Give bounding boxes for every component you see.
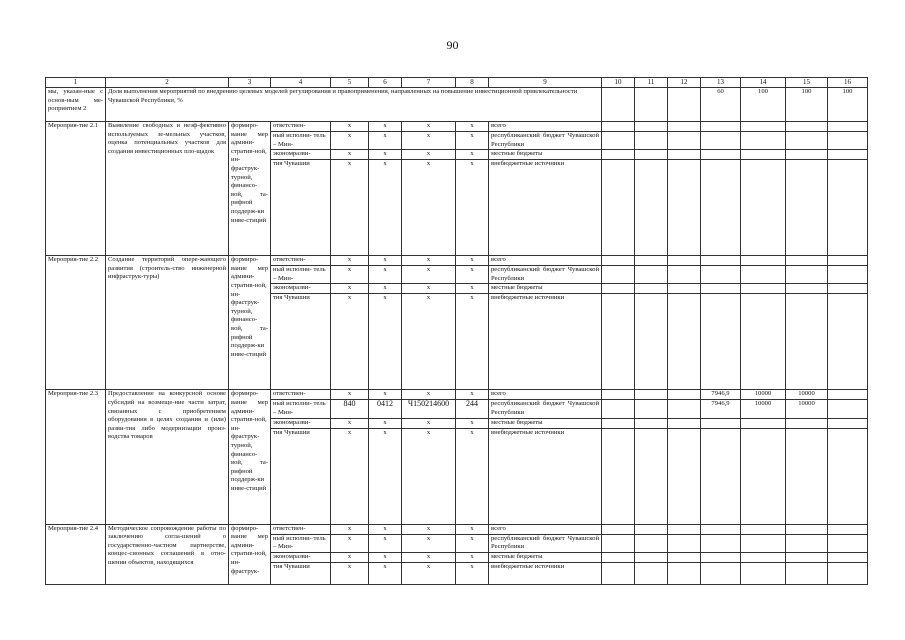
empty-cell: [602, 122, 635, 132]
implementer-line: ный исполни- тель – Мин-: [271, 132, 331, 150]
funding-source: внебюджетные источники: [489, 160, 602, 256]
empty-cell: [668, 418, 701, 428]
empty-cell: [828, 122, 868, 132]
funding-value: [741, 150, 786, 160]
funding-value: [701, 122, 741, 132]
implementer-line: экономразви-: [271, 418, 331, 428]
budget-code: x: [402, 418, 456, 428]
budget-code: x: [402, 122, 456, 132]
column-number: 6: [369, 78, 402, 88]
indicator-description: Доля выполнения мероприятий по внедрению целевых моделей регулирования и правоприменения, направленных на повышение инвестиционной привлекательности Чувашской Республики, %: [106, 88, 602, 122]
budget-code: x: [369, 160, 402, 256]
funding-value: [701, 552, 741, 562]
activity-id: Мероприя-тие 2.2: [46, 256, 106, 390]
funding-value: [741, 428, 786, 524]
funding-source: республиканский бюджет Чувашской Республики: [489, 132, 602, 150]
funding-value: [701, 562, 741, 584]
implementer-line: ответствен-: [271, 524, 331, 534]
funding-value: 10000: [741, 400, 786, 418]
funding-source: республиканский бюджет Чувашской Республики: [489, 266, 602, 284]
empty-cell: [828, 418, 868, 428]
budget-code: x: [331, 122, 369, 132]
funding-value: [741, 562, 786, 584]
funding-value: 7946,9: [701, 390, 741, 400]
empty-cell: [602, 294, 635, 390]
funding-value: [786, 122, 828, 132]
column-number: 9: [489, 78, 602, 88]
empty-cell: [828, 284, 868, 294]
budget-code: x: [402, 534, 456, 552]
empty-cell: [602, 160, 635, 256]
empty-cell: [635, 122, 668, 132]
indicator-value: 60: [701, 88, 741, 122]
funding-value: [741, 132, 786, 150]
empty-cell: [635, 562, 668, 584]
budget-code: x: [369, 284, 402, 294]
funding-value: [701, 294, 741, 390]
budget-code: x: [456, 524, 489, 534]
funding-value: [786, 294, 828, 390]
activity-row: [46, 390, 868, 400]
budget-code: x: [369, 256, 402, 266]
budget-code: x: [331, 132, 369, 150]
column-number: 11: [635, 78, 668, 88]
empty-cell: [668, 534, 701, 552]
budget-code: x: [369, 534, 402, 552]
activity-id: Мероприя-тие 2.1: [46, 122, 106, 256]
budget-code: x: [369, 132, 402, 150]
empty-cell: [602, 524, 635, 534]
indicator-value: 100: [786, 88, 828, 122]
budget-code: x: [402, 132, 456, 150]
empty-cell: [668, 562, 701, 584]
budget-code: x: [331, 534, 369, 552]
funding-value: [701, 524, 741, 534]
empty-cell: [668, 284, 701, 294]
funding-value: [786, 132, 828, 150]
funding-source: всего: [489, 256, 602, 266]
indicator-value: 100: [741, 88, 786, 122]
activity-id: Мероприя-тие 2.4: [46, 524, 106, 584]
empty-cell: [668, 400, 701, 418]
empty-cell: [635, 294, 668, 390]
empty-cell: [668, 266, 701, 284]
empty-cell: [602, 256, 635, 266]
activity-title: Выявление свободных и неэф-фективно используемых зе-мельных участков, оценка потенциальных участков для создания инвестиционных пло-щадок: [106, 122, 229, 256]
budget-code: x: [331, 150, 369, 160]
empty-cell: [828, 552, 868, 562]
funding-value: [701, 428, 741, 524]
empty-cell: [828, 534, 868, 552]
empty-cell: [828, 160, 868, 256]
column-number: 1: [46, 78, 106, 88]
column-number: 2: [106, 78, 229, 88]
column-number: 10: [602, 78, 635, 88]
budget-code: x: [456, 132, 489, 150]
budget-code: x: [369, 122, 402, 132]
implementer-line: тия Чувашии: [271, 294, 331, 390]
column-number: 15: [786, 78, 828, 88]
empty-cell: [668, 150, 701, 160]
implementer-line: ответствен-: [271, 390, 331, 400]
funding-value: [741, 256, 786, 266]
budget-code: x: [331, 266, 369, 284]
header-row: [46, 78, 868, 88]
budget-code: x: [331, 552, 369, 562]
activity-id: Мероприя-тие 2.3: [46, 390, 106, 524]
empty-cell: [668, 294, 701, 390]
column-number: 5: [331, 78, 369, 88]
budget-code: x: [331, 256, 369, 266]
empty-cell: [635, 256, 668, 266]
funding-value: [701, 534, 741, 552]
funding-source: всего: [489, 390, 602, 400]
budget-code: x: [402, 428, 456, 524]
funding-value: [786, 256, 828, 266]
activity-title: Методическое сопровождение работы по заключению согла-шений о государственно-частном партнерстве, концес-сионных соглашений в отно-шении объектов, находящихся: [106, 524, 229, 584]
budget-code: x: [402, 562, 456, 584]
funding-value: [741, 524, 786, 534]
empty-cell: [602, 534, 635, 552]
implementer-line: экономразви-: [271, 552, 331, 562]
column-number: 8: [456, 78, 489, 88]
implementer-line: ный исполни- тель – Мин-: [271, 266, 331, 284]
funding-source: местные бюджеты: [489, 150, 602, 160]
activity-row: [46, 256, 868, 266]
empty-cell: [668, 132, 701, 150]
implementer-line: ответствен-: [271, 122, 331, 132]
budget-code: x: [331, 284, 369, 294]
budget-code: x: [369, 390, 402, 400]
funding-value: [741, 160, 786, 256]
empty-cell: [668, 428, 701, 524]
empty-cell: [635, 524, 668, 534]
budget-code: 244: [456, 400, 489, 418]
funding-value: 10000: [741, 390, 786, 400]
funding-source: внебюджетные источники: [489, 428, 602, 524]
budget-code: Ч150214600: [402, 400, 456, 418]
activity-goal: формиро-вание мер админи-стратив-ной, ин-фраструк-: [229, 524, 271, 584]
empty-cell: [635, 266, 668, 284]
implementer-line: тия Чувашии: [271, 160, 331, 256]
empty-cell: [828, 266, 868, 284]
column-number: 13: [701, 78, 741, 88]
budget-code: x: [456, 418, 489, 428]
column-number: 7: [402, 78, 456, 88]
budget-code: x: [369, 418, 402, 428]
budget-code: x: [402, 294, 456, 390]
indicator-owner: мы, указан-ные с основ-ным ме-роприятием 2: [46, 88, 106, 122]
funding-value: [786, 160, 828, 256]
empty-cell: [635, 390, 668, 400]
budget-code: x: [456, 266, 489, 284]
empty-cell: [635, 534, 668, 552]
funding-source: местные бюджеты: [489, 284, 602, 294]
empty-cell: [602, 150, 635, 160]
budget-code: x: [331, 160, 369, 256]
implementer-line: экономразви-: [271, 150, 331, 160]
empty-cell: [635, 160, 668, 256]
funding-value: [786, 562, 828, 584]
budget-code: x: [456, 552, 489, 562]
budget-code: x: [369, 150, 402, 160]
column-number: 4: [271, 78, 331, 88]
budget-code: x: [456, 294, 489, 390]
column-number: 14: [741, 78, 786, 88]
empty-cell: [635, 552, 668, 562]
implementer-line: ный исполни- тель – Мин-: [271, 534, 331, 552]
budget-code: x: [369, 266, 402, 284]
empty-cell: [828, 400, 868, 418]
funding-value: [741, 418, 786, 428]
intro-row: [46, 88, 868, 122]
funding-source: местные бюджеты: [489, 418, 602, 428]
funding-value: [741, 284, 786, 294]
empty-cell: [828, 390, 868, 400]
activity-row: [46, 524, 868, 534]
activity-title: Создание территорий опере-жающего развития (строитель-ство инженерной инфраструк-туры): [106, 256, 229, 390]
empty-cell: [602, 400, 635, 418]
funding-value: [786, 552, 828, 562]
funding-source: всего: [489, 122, 602, 132]
funding-value: [741, 552, 786, 562]
funding-value: 10000: [786, 390, 828, 400]
budget-code: x: [331, 428, 369, 524]
empty-cell: [668, 552, 701, 562]
activity-goal: формиро-вание мер админи-стратив-ной, ин-фраструк-турной, финансо-вой, та-рифной поддерж-ки инве-стиций: [229, 390, 271, 524]
funding-source: всего: [489, 524, 602, 534]
empty-cell: [828, 562, 868, 584]
column-number: 3: [229, 78, 271, 88]
funding-value: [786, 418, 828, 428]
budget-table: [45, 77, 868, 585]
funding-value: [701, 256, 741, 266]
activity-title: Предоставление на конкурсной основе субсидий на возмеще-ние части затрат, связанных с приобретением оборудования в целях создания и (или) разви-тия либо модернизации произ-водства товаров: [106, 390, 229, 524]
empty-cell: [635, 400, 668, 418]
budget-code: x: [456, 122, 489, 132]
column-number: 16: [828, 78, 868, 88]
funding-value: [786, 266, 828, 284]
budget-code: x: [331, 562, 369, 584]
funding-value: [786, 524, 828, 534]
budget-code: 0412: [369, 400, 402, 418]
funding-value: [741, 122, 786, 132]
empty-cell: [668, 390, 701, 400]
empty-cell: [828, 150, 868, 160]
empty-cell: [668, 88, 701, 122]
funding-value: [701, 132, 741, 150]
empty-cell: [828, 294, 868, 390]
empty-cell: [602, 552, 635, 562]
funding-value: 7946,9: [701, 400, 741, 418]
budget-code: x: [402, 524, 456, 534]
funding-value: [701, 160, 741, 256]
implementer-line: тия Чувашии: [271, 428, 331, 524]
empty-cell: [668, 524, 701, 534]
budget-code: x: [369, 562, 402, 584]
empty-cell: [635, 88, 668, 122]
funding-source: республиканский бюджет Чувашской Республики: [489, 400, 602, 418]
funding-value: [701, 150, 741, 160]
funding-value: [786, 284, 828, 294]
funding-value: [741, 294, 786, 390]
implementer-line: ответствен-: [271, 256, 331, 266]
budget-code: x: [456, 428, 489, 524]
budget-code: x: [369, 428, 402, 524]
budget-code: x: [402, 160, 456, 256]
empty-cell: [602, 562, 635, 584]
funding-value: [741, 534, 786, 552]
budget-code: x: [369, 552, 402, 562]
budget-code: 840: [331, 400, 369, 418]
page-number: 90: [446, 38, 459, 52]
indicator-value: 100: [828, 88, 868, 122]
empty-cell: [668, 160, 701, 256]
budget-code: x: [369, 294, 402, 390]
empty-cell: [828, 256, 868, 266]
budget-code: x: [456, 284, 489, 294]
funding-value: [701, 266, 741, 284]
budget-code: x: [331, 524, 369, 534]
budget-code: x: [402, 266, 456, 284]
empty-cell: [602, 390, 635, 400]
budget-code: x: [456, 256, 489, 266]
empty-cell: [635, 428, 668, 524]
empty-cell: [828, 428, 868, 524]
budget-code: x: [402, 284, 456, 294]
empty-cell: [668, 256, 701, 266]
budget-code: x: [456, 562, 489, 584]
budget-code: x: [456, 534, 489, 552]
funding-source: республиканский бюджет Чувашской Республики: [489, 534, 602, 552]
empty-cell: [635, 132, 668, 150]
budget-code: x: [402, 552, 456, 562]
activity-goal: формиро-вание мер админи-стратив-ной, ин-фраструк-турной, финансо-вой, та-рифной поддерж-ки инве-стиций: [229, 256, 271, 390]
implementer-line: экономразви-: [271, 284, 331, 294]
funding-source: местные бюджеты: [489, 552, 602, 562]
funding-value: [786, 534, 828, 552]
empty-cell: [828, 132, 868, 150]
budget-code: x: [456, 390, 489, 400]
funding-value: [741, 266, 786, 284]
funding-value: [701, 418, 741, 428]
budget-code: x: [456, 150, 489, 160]
budget-code: x: [369, 524, 402, 534]
empty-cell: [602, 266, 635, 284]
empty-cell: [602, 284, 635, 294]
empty-cell: [635, 418, 668, 428]
budget-code: x: [402, 390, 456, 400]
activity-goal: формиро-вание мер админи-стратив-ной, ин-фраструк-турной, финансо-вой, та-рифной поддерж-ки инве-стиций: [229, 122, 271, 256]
empty-cell: [602, 132, 635, 150]
column-number: 12: [668, 78, 701, 88]
activity-row: [46, 122, 868, 132]
empty-cell: [635, 150, 668, 160]
empty-cell: [602, 88, 635, 122]
implementer-line: тия Чувашии: [271, 562, 331, 584]
empty-cell: [828, 524, 868, 534]
budget-code: x: [402, 150, 456, 160]
budget-code: x: [456, 160, 489, 256]
budget-code: x: [331, 418, 369, 428]
budget-code: x: [402, 256, 456, 266]
funding-value: [786, 428, 828, 524]
funding-source: внебюджетные источники: [489, 562, 602, 584]
empty-cell: [602, 428, 635, 524]
empty-cell: [635, 284, 668, 294]
empty-cell: [668, 122, 701, 132]
budget-code: x: [331, 294, 369, 390]
funding-value: [786, 150, 828, 160]
funding-source: внебюджетные источники: [489, 294, 602, 390]
funding-value: [701, 284, 741, 294]
empty-cell: [602, 418, 635, 428]
budget-code: x: [331, 390, 369, 400]
implementer-line: ный исполни- тель – Мин-: [271, 400, 331, 418]
funding-value: 10000: [786, 400, 828, 418]
